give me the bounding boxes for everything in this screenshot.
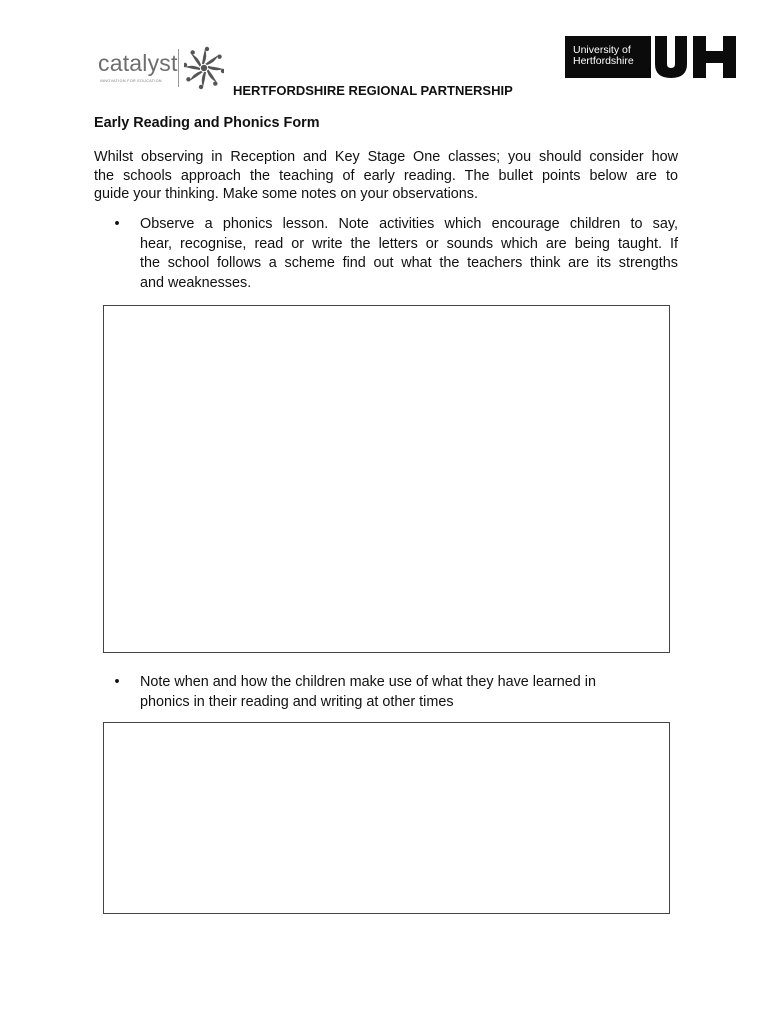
bullet-line: hear, recognise, read or write the letters or sounds which are being taught. If: [140, 235, 678, 252]
bullet-line: phonics in their reading and writing at other times: [140, 693, 454, 710]
intro-line: guide your thinking. Make some notes on your observations.: [94, 186, 478, 203]
intro-paragraph: [94, 148, 678, 204]
uh-logo-wordmark-box: [565, 36, 651, 78]
bullet-text: [140, 215, 678, 293]
catalyst-logo: [98, 46, 228, 96]
bullet-line: Observe a phonics lesson. Note activities which encourage children to say,: [140, 216, 678, 232]
partnership-heading: HERTFORDSHIRE REGIONAL PARTNERSHIP: [233, 83, 513, 98]
catalyst-logo-word: catalyst: [98, 50, 178, 76]
bullet-line: Note when and how the children make use of what they have learned in: [140, 674, 596, 690]
catalyst-logo-divider: [178, 49, 179, 87]
uh-letters-icon: [653, 36, 737, 78]
uh-logo-line-university: University of: [573, 44, 631, 56]
bullet-icon: •: [114, 216, 120, 232]
notes-box-phonics-lesson[interactable]: [103, 305, 670, 653]
form-title: Early Reading and Phonics Form: [94, 115, 320, 131]
intro-line: Whilst observing in Reception and Key Stage One classes; you should consider how: [94, 149, 678, 165]
notes-box-phonics-use[interactable]: [103, 722, 670, 914]
catalyst-logo-tagline: INNOVATION FOR EDUCATION: [100, 79, 162, 83]
intro-line: the schools approach the teaching of early reading. The bullet points below are to: [94, 167, 678, 184]
university-of-hertfordshire-logo: [565, 36, 737, 78]
bullet-icon: •: [114, 674, 120, 690]
bullet-line: and weaknesses.: [140, 274, 252, 291]
catalyst-swirl-icon: [184, 46, 224, 90]
bullet-text: [140, 673, 678, 712]
bullet-line: the school follows a scheme find out what the teachers think are its strengths: [140, 255, 678, 272]
uh-logo-line-hertfordshire: Hertfordshire: [573, 55, 634, 67]
